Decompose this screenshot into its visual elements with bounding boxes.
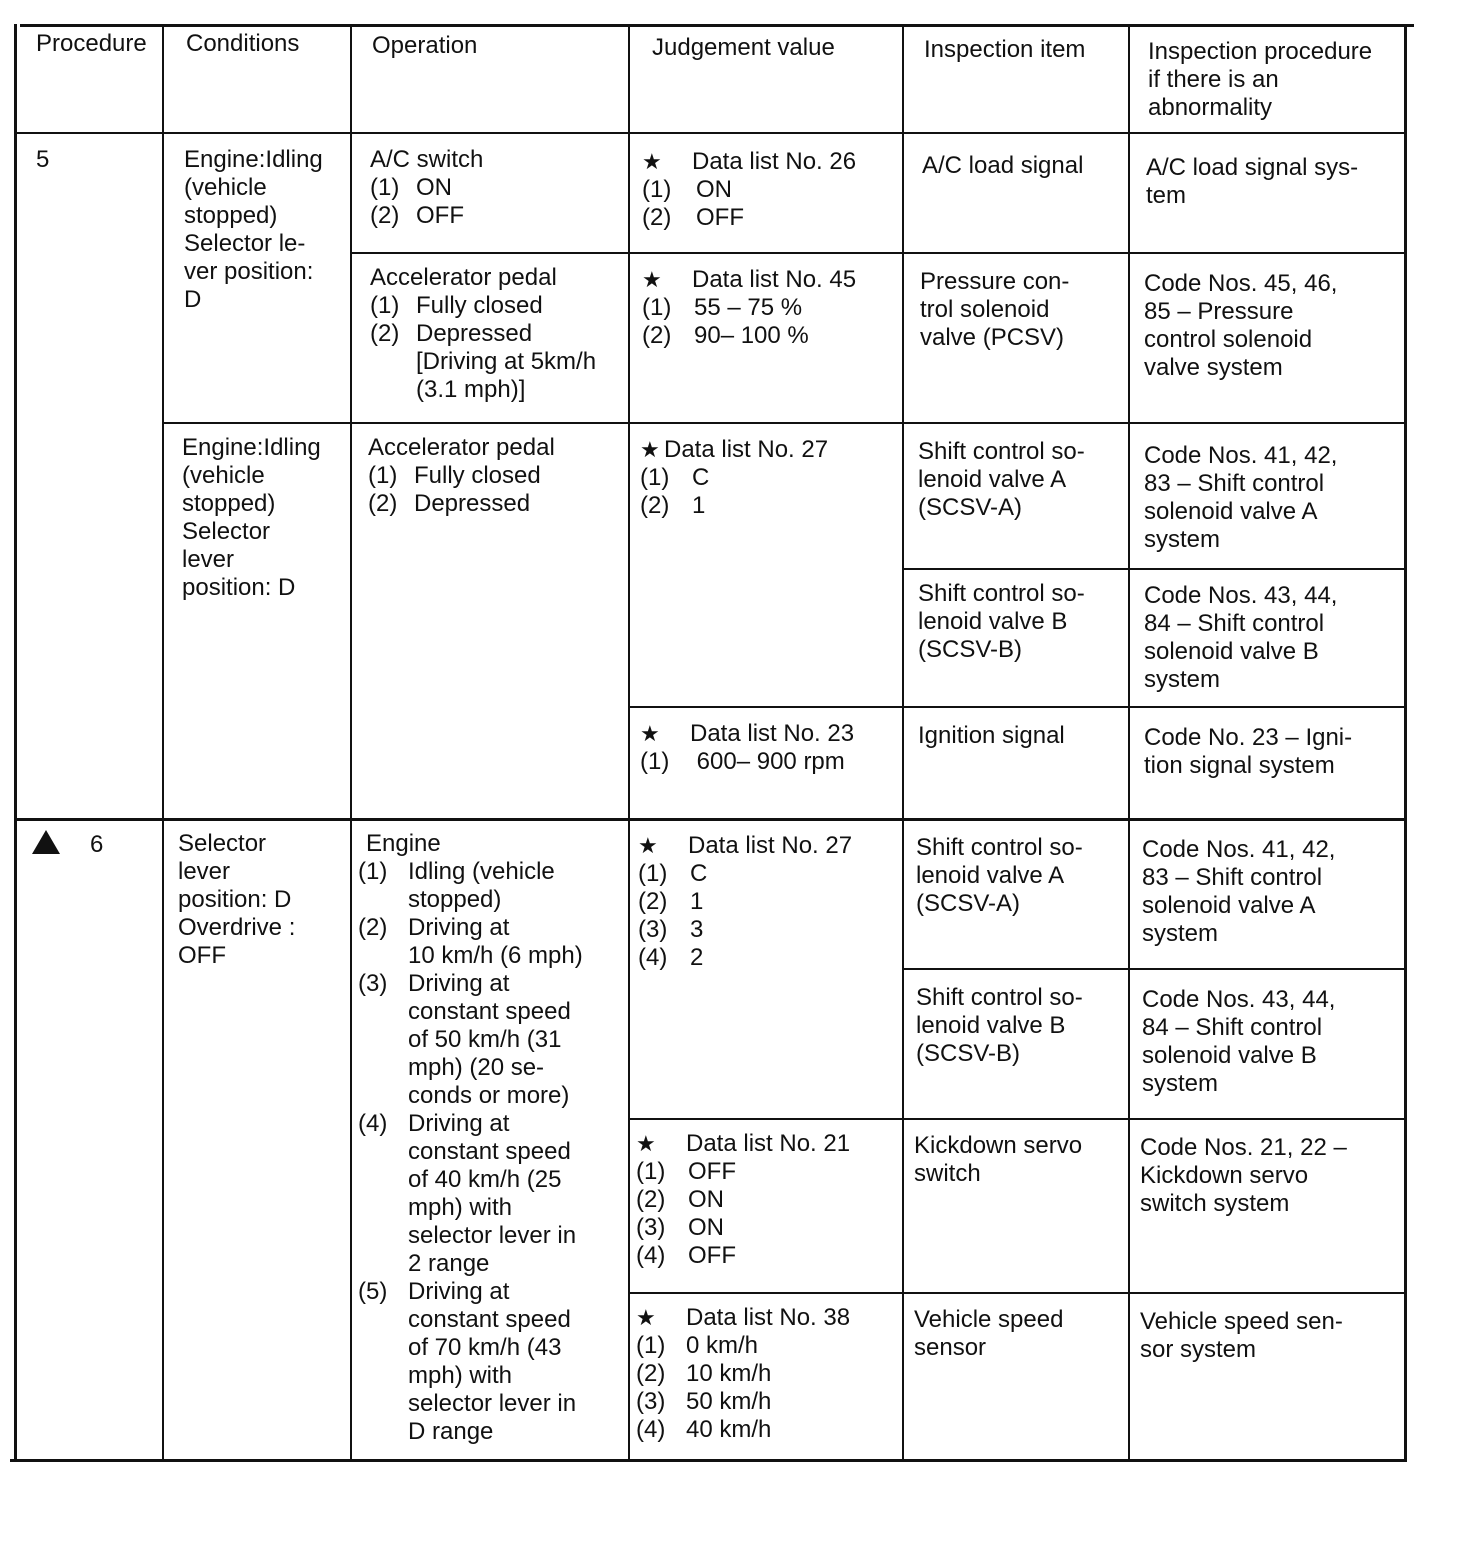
header-divider <box>16 132 1406 134</box>
item-scsv-b-proc6: Shift control so- lenoid valve B (SCSV-B) <box>916 984 1083 1067</box>
procedure-scsv-a-proc6: Code Nos. 41, 42, 83 – Shift control solenoid valve A system <box>1142 836 1336 947</box>
operation-engine-item-text: Driving at 10 km/h (6 mph) <box>408 914 583 969</box>
op-pedal-a-n2: (2) <box>370 320 400 347</box>
table-border-left <box>14 24 17 1462</box>
procedure-6-label: 6 <box>90 831 104 858</box>
row-divider-proc6 <box>14 818 1406 821</box>
table-border-bottom <box>10 1459 1406 1462</box>
op-ac-t1: ON <box>416 174 452 201</box>
item-scsv-b-proc5: Shift control so- lenoid valve B (SCSV-B) <box>918 580 1085 663</box>
j27-t1: C <box>692 464 710 491</box>
operation-engine-item-text: Driving at constant speed of 40 km/h (25 mph) with selector lever in 2 range <box>408 1110 577 1277</box>
judgement-27-title: Data list No. 27 <box>664 436 829 463</box>
item-ac-load-signal: A/C load signal <box>922 152 1084 179</box>
operation-engine-item-number: (5) <box>358 1278 388 1305</box>
j38-t3: 50 km/h <box>686 1388 772 1415</box>
judgement-38-title: Data list No. 38 <box>686 1304 851 1331</box>
star-icon: ★ <box>640 437 660 462</box>
j27-t2: 1 <box>692 492 706 519</box>
row-divider-kd <box>628 1118 1406 1120</box>
op-pedal-a-t1: Fully closed <box>416 292 543 319</box>
row-divider-scsva-6 <box>902 968 1406 970</box>
j23-t1: 600– 900 rpm <box>690 748 845 775</box>
operation-ac-title: A/C switch <box>370 146 484 173</box>
j23-n1: (1) <box>640 748 670 775</box>
operation-engine-item-number: (1) <box>358 858 388 885</box>
j45-t1: 55 – 75 % <box>694 294 803 321</box>
operation-engine-item <box>358 970 583 1110</box>
j38-n4: (4) <box>636 1416 666 1443</box>
operation-engine-item <box>358 914 583 970</box>
op-ac-t2: OFF <box>416 202 464 229</box>
operation-engine-item <box>358 1110 583 1278</box>
procedure-scsv-b-proc6: Code Nos. 43, 44, 84 – Shift control solenoid valve B system <box>1142 986 1336 1097</box>
procedure-scsv-a-proc5: Code Nos. 41, 42, 83 – Shift control solenoid valve A system <box>1144 442 1338 553</box>
col-divider-5 <box>1128 24 1130 1460</box>
j26-n2: (2) <box>642 204 672 231</box>
j21-n1: (1) <box>636 1158 666 1185</box>
op-pedal-a-n1: (1) <box>370 292 400 319</box>
row-divider-scsvb <box>628 706 1406 708</box>
row-divider-ac <box>350 252 1406 254</box>
conditions-5a: Engine:Idling (vehicle stopped) Selector le- ver position: D <box>184 146 323 313</box>
operation-pedal-a-title: Accelerator pedal <box>370 264 557 291</box>
j38-t1: 0 km/h <box>686 1332 759 1359</box>
j38-t4: 40 km/h <box>686 1416 772 1443</box>
judgement-26-title: Data list No. 26 <box>692 148 857 175</box>
operation-pedal-a <box>370 264 596 404</box>
operation-ac-switch <box>370 146 483 230</box>
j27-n2: (2) <box>640 492 670 519</box>
item-ignition-signal: Ignition signal <box>918 722 1065 749</box>
judgement-data-27-proc5 <box>640 436 828 520</box>
j27b-n2: (2) <box>638 888 668 915</box>
star-icon: ★ <box>636 1131 656 1156</box>
judgement-21-title: Data list No. 21 <box>686 1130 851 1157</box>
procedure-pcsv: Code Nos. 45, 46, 85 – Pressure control solenoid valve system <box>1144 270 1338 381</box>
operation-engine-item-text: Idling (vehicle stopped) <box>408 858 555 913</box>
row-divider-scsva <box>902 568 1406 570</box>
j38-n2: (2) <box>636 1360 666 1387</box>
conditions-6: Selector lever position: D Overdrive : OFF <box>178 830 296 969</box>
j27b-t1: C <box>690 860 708 887</box>
header-conditions: Conditions <box>186 30 300 57</box>
operation-engine-item-text: Driving at constant speed of 50 km/h (31 mph) (20 se- conds or more) <box>408 970 571 1109</box>
table-border-right <box>1404 24 1407 1462</box>
judgement-data-21 <box>636 1130 850 1270</box>
col-divider-3 <box>628 24 630 1460</box>
operation-engine-item-text: Driving at constant speed of 70 km/h (43 mph) with selector lever in D range <box>408 1278 577 1445</box>
header-procedure: Procedure <box>36 30 147 57</box>
j21-t4: OFF <box>688 1242 736 1269</box>
j21-n3: (3) <box>636 1214 666 1241</box>
j26-n1: (1) <box>642 176 672 203</box>
j27b-t4: 2 <box>690 944 704 971</box>
j38-t2: 10 km/h <box>686 1360 772 1387</box>
op-pedal-b-t1: Fully closed <box>414 462 541 489</box>
judgement-45-title: Data list No. 45 <box>692 266 857 293</box>
procedure-kickdown-servo-switch: Code Nos. 21, 22 – Kickdown servo switch system <box>1140 1134 1347 1217</box>
item-scsv-a-proc5: Shift control so- lenoid valve A (SCSV-A) <box>918 438 1085 521</box>
j27b-n4: (4) <box>638 944 668 971</box>
j26-t1: ON <box>696 176 732 203</box>
header-judgement: Judgement value <box>652 34 835 61</box>
star-icon: ★ <box>640 721 660 746</box>
operation-engine-item-number: (2) <box>358 914 388 941</box>
operation-engine-title: Engine <box>366 830 441 857</box>
item-scsv-a-proc6: Shift control so- lenoid valve A (SCSV-A) <box>916 834 1083 917</box>
j38-n3: (3) <box>636 1388 666 1415</box>
operation-pedal-b <box>368 434 555 518</box>
op-pedal-b-n1: (1) <box>368 462 398 489</box>
col-divider-2 <box>350 24 352 1460</box>
judgement-27b-title: Data list No. 27 <box>688 832 853 859</box>
judgement-data-45 <box>642 266 856 350</box>
star-icon: ★ <box>636 1305 656 1330</box>
op-ac-n2: (2) <box>370 202 400 229</box>
op-pedal-b-t2: Depressed <box>414 490 531 517</box>
op-pedal-b-n2: (2) <box>368 490 398 517</box>
star-icon: ★ <box>642 267 662 292</box>
j21-t3: ON <box>688 1214 724 1241</box>
j27b-n1: (1) <box>638 860 668 887</box>
judgement-23-title: Data list No. 23 <box>690 720 855 747</box>
op-pedal-a-t2: Depressed [Driving at 5km/h (3.1 mph)] <box>416 320 597 403</box>
procedure-scsv-b-proc5: Code Nos. 43, 44, 84 – Shift control solenoid valve B system <box>1144 582 1338 693</box>
item-pcsv: Pressure con- trol solenoid valve (PCSV) <box>920 268 1070 351</box>
judgement-data-26 <box>642 148 856 232</box>
header-operation: Operation <box>372 32 478 59</box>
procedure-vehicle-speed-sensor: Vehicle speed sen- sor system <box>1140 1308 1343 1363</box>
operation-engine-item <box>358 1278 583 1446</box>
procedure-number-5: 5 <box>36 146 50 173</box>
j21-t2: ON <box>688 1186 724 1213</box>
item-vehicle-speed-sensor: Vehicle speed sensor <box>914 1306 1064 1361</box>
operation-engine <box>358 830 583 1446</box>
operation-engine-item <box>358 858 583 914</box>
op-ac-n1: (1) <box>370 174 400 201</box>
judgement-data-23 <box>640 720 854 776</box>
header-inspection-item: Inspection item <box>924 36 1086 63</box>
j27b-t2: 1 <box>690 888 704 915</box>
judgement-data-38 <box>636 1304 850 1444</box>
operation-pedal-b-title: Accelerator pedal <box>368 434 555 461</box>
procedure-ac-load-signal: A/C load signal sys- tem <box>1146 154 1359 209</box>
warning-triangle-icon <box>32 830 60 854</box>
star-icon: ★ <box>642 149 662 174</box>
table-border-top <box>20 24 1414 27</box>
procedure-number-6 <box>32 830 103 859</box>
row-divider-pcsv <box>162 422 1406 424</box>
j27b-t3: 3 <box>690 916 704 943</box>
judgement-data-27-proc6 <box>638 832 852 972</box>
procedure-ignition-signal: Code No. 23 – Igni- tion signal system <box>1144 724 1353 779</box>
row-divider-vss <box>628 1292 1406 1294</box>
j21-n2: (2) <box>636 1186 666 1213</box>
col-divider-1 <box>162 24 164 1460</box>
operation-engine-list <box>358 858 583 1446</box>
j45-n2: (2) <box>642 322 672 349</box>
star-icon: ★ <box>638 833 658 858</box>
j38-n1: (1) <box>636 1332 666 1359</box>
header-inspection-procedure: Inspection procedure if there is an abnormality <box>1148 38 1373 121</box>
item-kickdown-servo-switch: Kickdown servo switch <box>914 1132 1083 1187</box>
conditions-5b: Engine:Idling (vehicle stopped) Selector lever position: D <box>182 434 321 601</box>
j27-n1: (1) <box>640 464 670 491</box>
j45-n1: (1) <box>642 294 672 321</box>
col-divider-4 <box>902 24 904 1460</box>
j27b-n3: (3) <box>638 916 668 943</box>
j21-n4: (4) <box>636 1242 666 1269</box>
j26-t2: OFF <box>696 204 744 231</box>
operation-engine-item-number: (3) <box>358 970 388 997</box>
j21-t1: OFF <box>688 1158 736 1185</box>
operation-engine-item-number: (4) <box>358 1110 388 1137</box>
j45-t2: 90– 100 % <box>694 322 809 349</box>
